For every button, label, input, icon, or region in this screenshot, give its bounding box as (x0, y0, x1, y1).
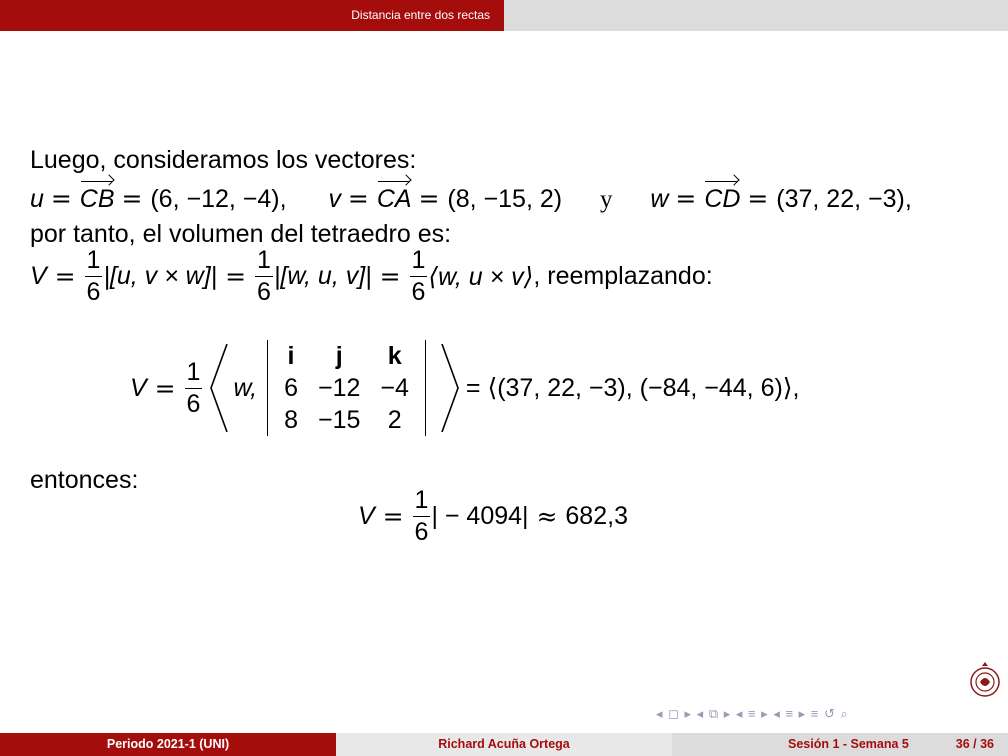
fraction-one-sixth: $\frac{1}{6}$ (86, 246, 101, 306)
det-row-2: 8 −15 2 (284, 405, 402, 434)
matrix-first-arg: w, (233, 373, 258, 402)
volume-lhs: V (30, 262, 47, 290)
footer-author: Richard Acuña Ortega (336, 733, 672, 756)
footer-period: Periodo 2021-1 (UNI) (0, 733, 336, 756)
matrix-formula: V = $\frac{1}{6}$ w, i j k 6 −12 −4 8 −15 2 = ⟨(37, 22, −3), (−84, −44, 6)⟩, (130, 338, 800, 438)
footer-right (672, 733, 1008, 756)
matrix-fraction: $\frac{1}{6}$ (186, 357, 201, 418)
matrix-lhs: V (130, 373, 147, 402)
vector-u-name: u (30, 185, 44, 213)
det-right-bar (425, 340, 426, 436)
footer-session: Sesión 1 - Semana 5 (788, 737, 909, 751)
footer-page-number: 36 / 36 (955, 737, 994, 751)
final-result: 682,3 (565, 502, 628, 530)
det-header-row: i j k (287, 341, 402, 370)
volume-term-2: |[w, u, v]| (273, 262, 372, 290)
left-angle-bracket-icon (205, 340, 231, 436)
approx-symbol: ≈ (536, 502, 558, 531)
vector-u-points: CB (79, 185, 115, 213)
det-left-bar (267, 340, 268, 436)
matrix-result: = ⟨(37, 22, −3), (−84, −44, 6)⟩, (465, 374, 800, 402)
beamer-navigation[interactable]: ◂ ◻ ▸ ◂ ⧉ ▸ ◂ ≡ ▸ ◂ ≡ ▸ ≡ ↺ ⌕ (656, 706, 849, 721)
vector-w-points: CD (704, 185, 741, 213)
intro-text: Luego, consideramos los vectores: (30, 146, 417, 174)
section-title[interactable]: Distancia entre dos rectas (351, 8, 490, 22)
volume-term-1: |[u, v × w]| (103, 262, 218, 290)
vector-v-value: (8, −15, 2) (447, 185, 563, 213)
university-seal-icon (968, 660, 1002, 702)
right-angle-bracket-icon (438, 340, 464, 436)
det-row-1: 6 −12 −4 (284, 373, 409, 402)
fraction-one-sixth-2: $\frac{1}{6}$ (257, 246, 271, 306)
vectors-line: u = CB = (6, −12, −4), v = CA = (8, −15, 2) y w = CD = (37, 22, −3), (30, 184, 912, 213)
vector-w-name: w (650, 185, 669, 213)
connector-y: y (599, 186, 613, 213)
vector-v-name: v (328, 185, 341, 213)
vector-v-points: CA (376, 185, 412, 213)
header-right-band (504, 0, 1008, 31)
vector-u-value: (6, −12, −4), (150, 185, 287, 213)
final-lhs: V (358, 502, 375, 530)
vector-w-value: (37, 22, −3), (776, 185, 912, 213)
final-formula: V = $\frac{1}{6}$ | − 4094| ≈ 682,3 (358, 486, 628, 546)
final-fraction: $\frac{1}{6}$ (414, 486, 429, 546)
then-text: entonces: (30, 466, 139, 494)
volume-text: por tanto, el volumen del tetraedro es: (30, 220, 452, 248)
volume-tail: , reemplazando: (533, 262, 713, 290)
volume-term-3: ⟨w, u × v⟩ (428, 262, 534, 291)
fraction-one-sixth-3: $\frac{1}{6}$ (411, 246, 426, 306)
final-value: | − 4094| (431, 502, 529, 530)
volume-formula: V = $\frac{1}{6}$ |[u, v × w]| = $\frac{1}{6}$ |[w, u, v]| = $\frac{1}{6}$ ⟨w, u × v⟩ , reemplazando: (30, 246, 713, 306)
determinant (261, 340, 432, 436)
